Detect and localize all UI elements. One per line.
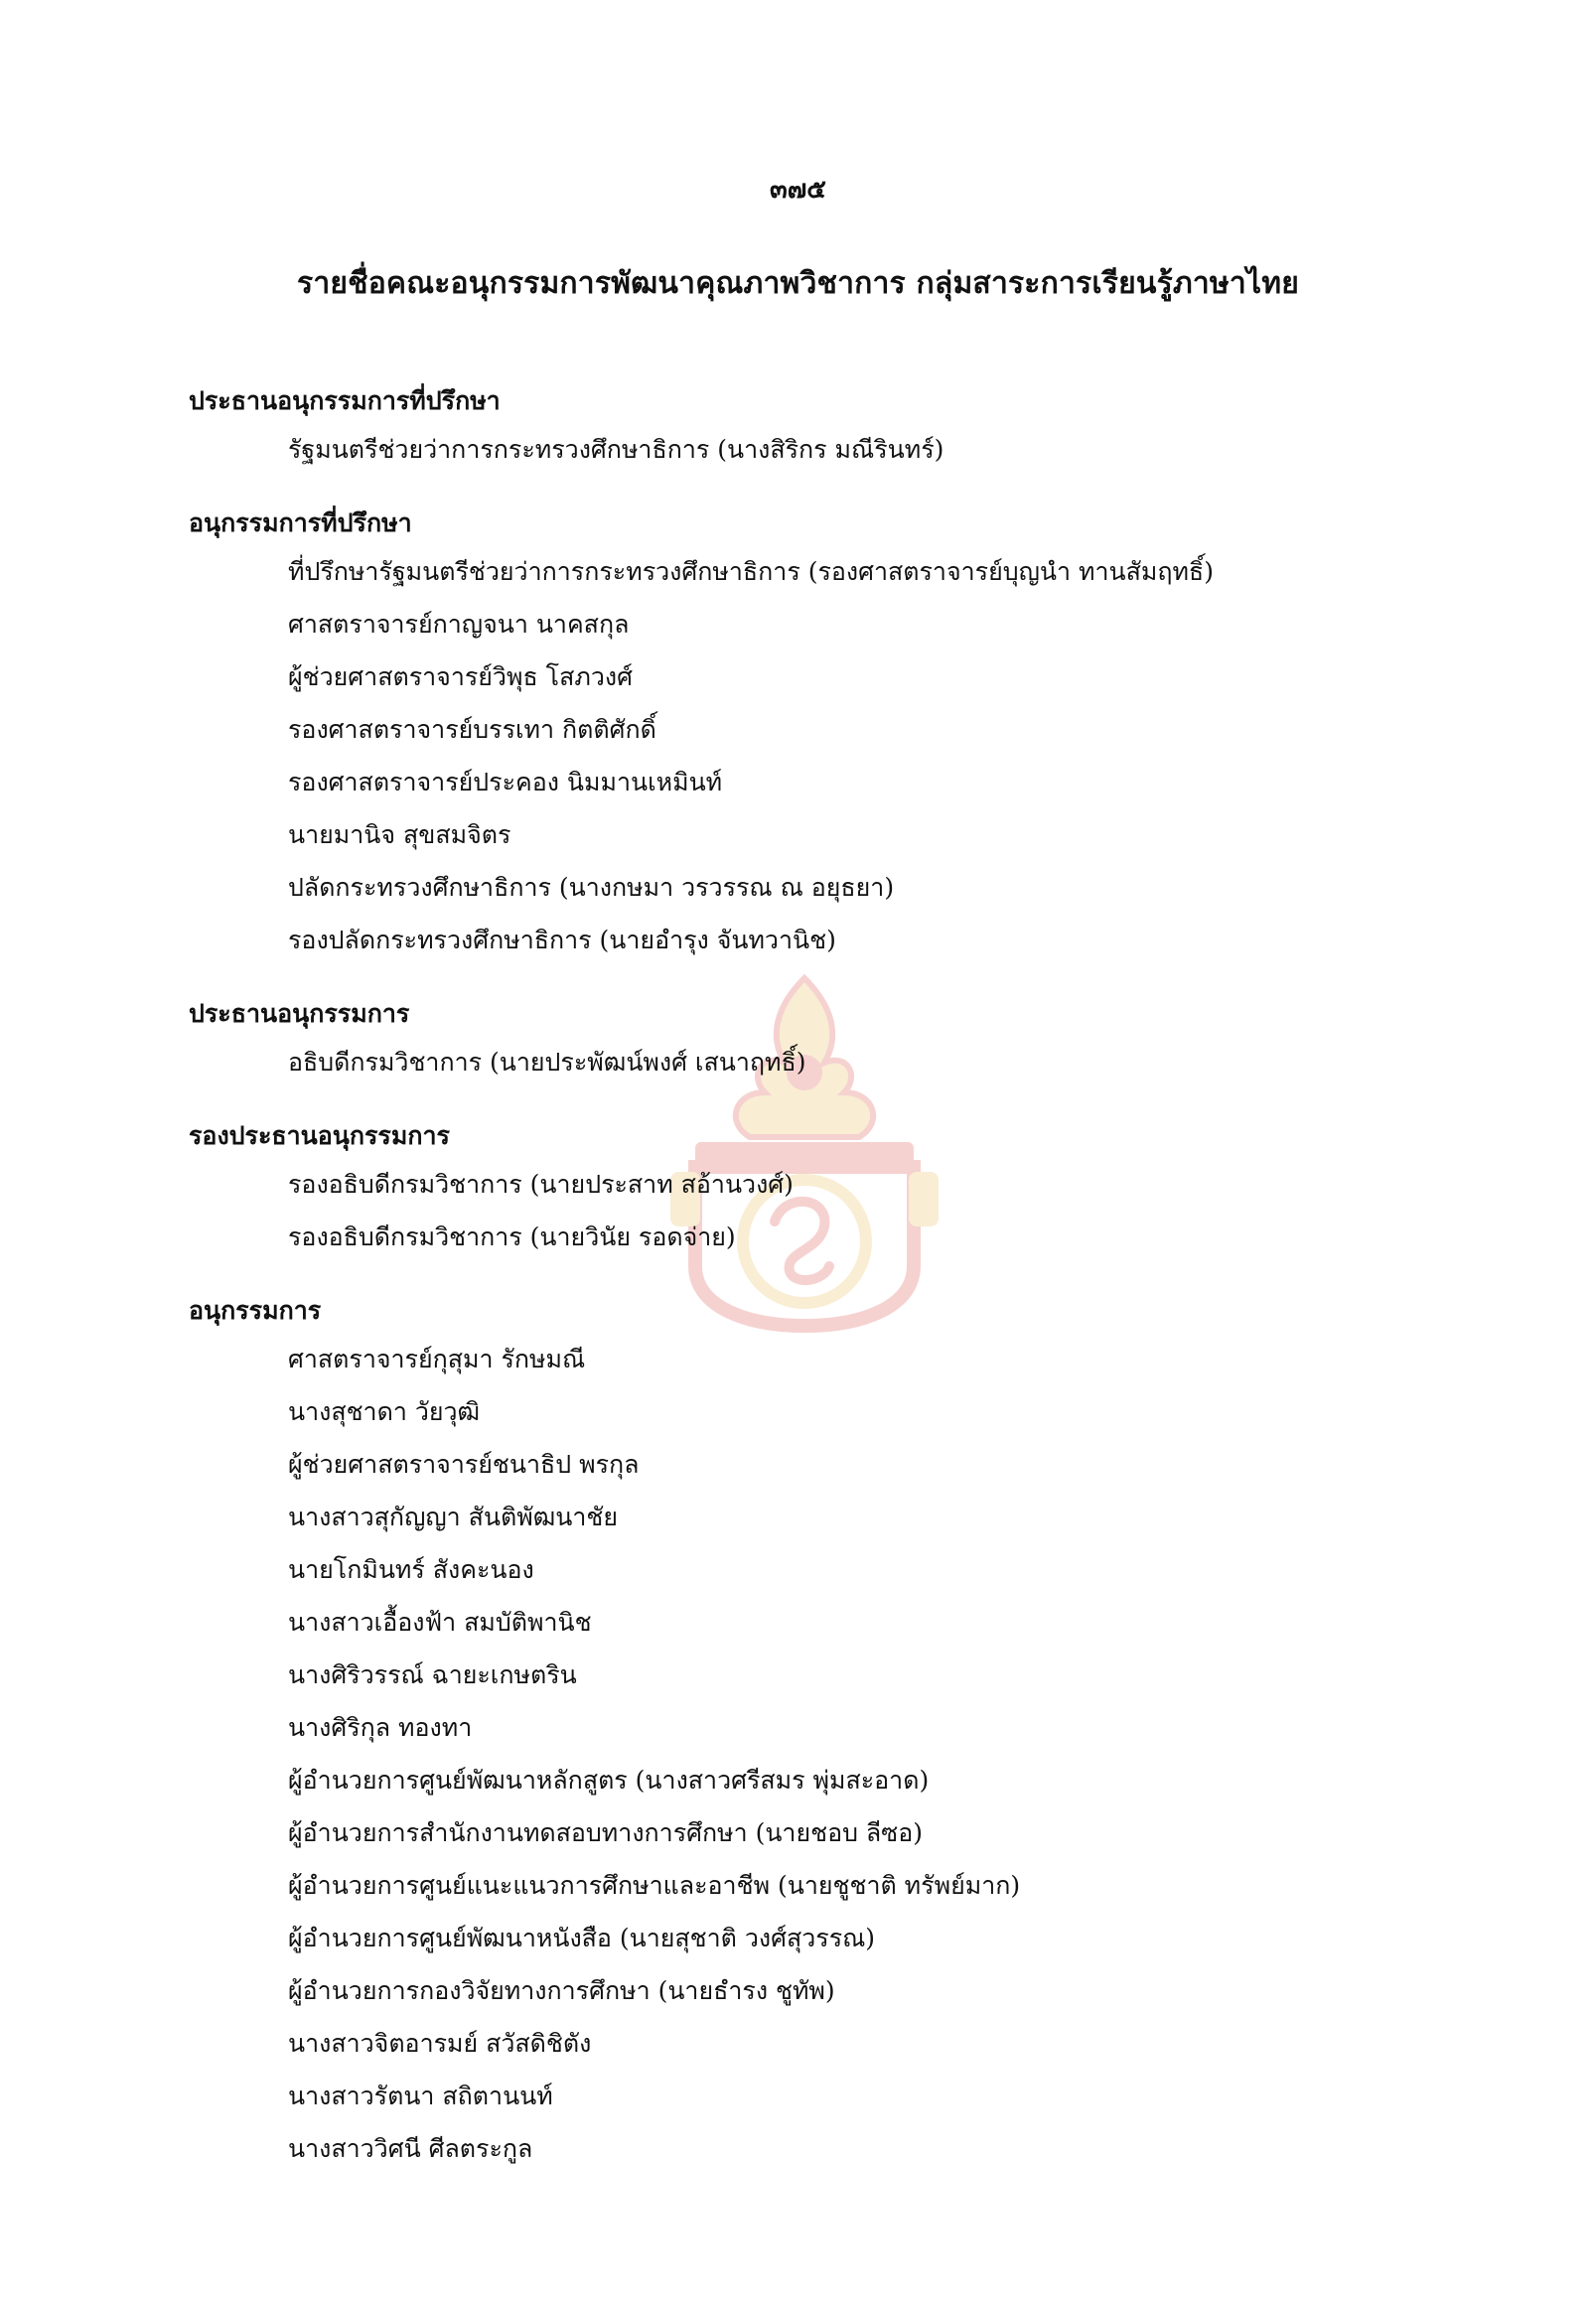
member-list <box>189 1036 1480 1088</box>
list-item: นางสาววิศนี ศีลตระกูล <box>288 2134 533 2163</box>
list-item: ผู้อำนวยการศูนย์พัฒนาหลักสูตร (นางสาวศรีสมร พุ่มสะอาด) <box>288 1766 930 1795</box>
committee-list <box>189 379 1480 2201</box>
list-item: นางสาวรัตนา สถิตานนท์ <box>288 2082 553 2110</box>
section-heading: อนุกรรมการที่ปรึกษา <box>189 508 412 537</box>
list-item: นางศิริวรรณ์ ฉายะเกษตริน <box>288 1660 577 1689</box>
section-advisory-chair <box>189 379 1480 476</box>
list-item: นายโกมินทร์ สังคะนอง <box>288 1555 534 1584</box>
list-item: อธิบดีกรมวิชาการ (นายประพัฒน์พงศ์ เสนาฤทธิ์) <box>288 1048 806 1077</box>
member-list <box>189 1158 1480 1263</box>
list-item: รองศาสตราจารย์บรรเทา กิตติศักดิ์ <box>288 715 656 744</box>
list-item: รองศาสตราจารย์ประคอง นิมมานเหมินท์ <box>288 768 723 796</box>
list-item: ผู้ช่วยศาสตราจารย์ชนาธิป พรกุล <box>288 1450 640 1479</box>
list-item: ศาสตราจารย์กาญจนา นาคสกุล <box>288 610 630 639</box>
list-item: รองอธิบดีกรมวิชาการ (นายวินัย รอดจ่าย) <box>288 1223 736 1251</box>
list-item: นางสาวสุกัญญา สันติพัฒนาชัย <box>288 1503 619 1531</box>
list-item: นางศิริกุล ทองทา <box>288 1713 473 1742</box>
section-advisors <box>189 502 1480 966</box>
list-item: ผู้อำนวยการสำนักงานทดสอบทางการศึกษา (นายชอบ ลีซอ) <box>288 1818 923 1847</box>
list-item: นางสุชาดา วัยวุฒิ <box>288 1397 481 1426</box>
list-item: ผู้อำนวยการศูนย์พัฒนาหนังสือ (นายสุชาติ วงศ์สุวรรณ) <box>288 1924 876 1952</box>
list-item: นายมานิจ สุขสมจิตร <box>288 820 511 849</box>
section-heading: ประธานอนุกรรมการ <box>189 999 410 1028</box>
list-item: ศาสตราจารย์กุสุมา รักษมณี <box>288 1345 586 1373</box>
list-item: รัฐมนตรีช่วยว่าการกระทรวงศึกษาธิการ (นางสิริกร มณีรินทร์) <box>288 435 944 464</box>
list-item: ผู้อำนวยการศูนย์แนะแนวการศึกษาและอาชีพ (นายชูชาติ ทรัพย์มาก) <box>288 1871 1021 1900</box>
list-item: นางสาวเอื้องฟ้า สมบัติพานิช <box>288 1608 592 1637</box>
section-vice-chair <box>189 1114 1480 1263</box>
section-heading: รองประธานอนุกรรมการ <box>189 1121 450 1150</box>
section-members <box>189 1289 1480 2175</box>
document-title: รายชื่อคณะอนุกรรมการพัฒนาคุณภาพวิชาการ กลุ่มสาระการเรียนรู้ภาษาไทย <box>297 266 1299 301</box>
list-item: รองปลัดกระทรวงศึกษาธิการ (นายอำรุง จันทวานิช) <box>288 926 836 954</box>
list-item: รองอธิบดีกรมวิชาการ (นายประสาท สอ้านวงศ์) <box>288 1170 794 1199</box>
section-heading: ประธานอนุกรรมการที่ปรึกษา <box>189 386 501 415</box>
list-item: ที่ปรึกษารัฐมนตรีช่วยว่าการกระทรวงศึกษาธิการ (รองศาสตราจารย์บุญนำ ทานสัมฤทธิ์) <box>288 557 1214 586</box>
member-list <box>189 1333 1480 2175</box>
list-item: ผู้ช่วยศาสตราจารย์วิพุธ โสภวงศ์ <box>288 662 633 691</box>
page-number: ๓๗๕ <box>769 175 826 205</box>
section-chair <box>189 992 1480 1088</box>
member-list <box>189 545 1480 966</box>
list-item: นางสาวจิตอารมย์ สวัสดิชิตัง <box>288 2029 592 2058</box>
list-item: ผู้อำนวยการกองวิจัยทางการศึกษา (นายธำรง ชูทัพ) <box>288 1976 835 2005</box>
section-heading: อนุกรรมการ <box>189 1296 322 1325</box>
list-item: ปลัดกระทรวงศึกษาธิการ (นางกษมา วรวรรณ ณ อยุธยา) <box>288 873 895 902</box>
member-list <box>189 423 1480 476</box>
